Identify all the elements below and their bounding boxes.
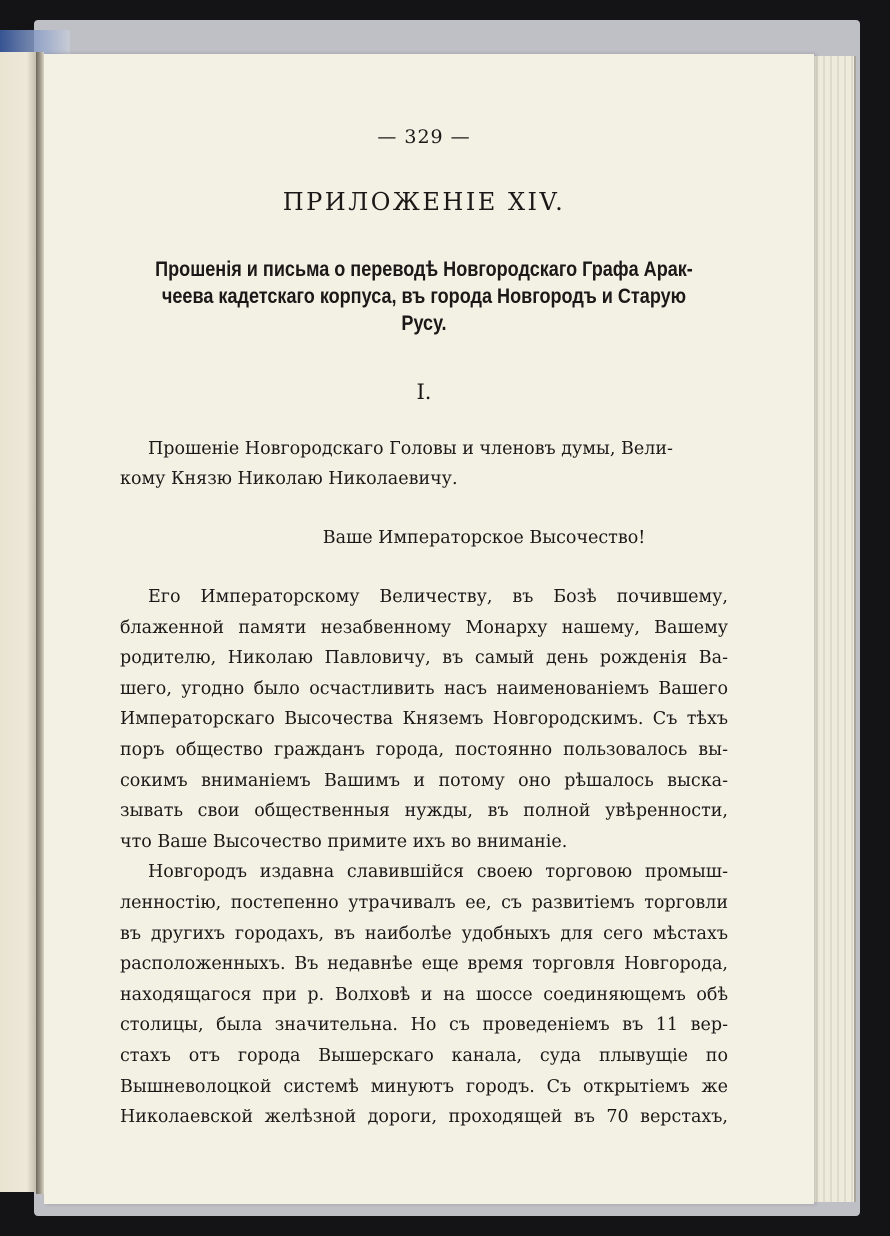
body-line: сокимъ вниманіемъ Вашимъ и потому оно рѣшалось выска- (120, 770, 728, 791)
section-number: I. (416, 380, 432, 404)
body-line: Новгородъ издавна славившійся своею торговою промыш- (148, 862, 728, 883)
heading-line: Прошенія и письма о переводѣ Новгородскаго Графа Арак- (155, 258, 693, 281)
body-line: родителю, Николаю Павловичу, въ самый день рожденія Ва- (120, 648, 728, 669)
body-line: Николаевской желѣзной дороги, проходящей въ 70 верстахъ, (120, 1107, 728, 1128)
body-line: зывать свои общественныя нужды, въ полной увѣренности, (120, 801, 728, 822)
body-line: поръ общество гражданъ города, постоянно пользовалось вы- (120, 739, 728, 760)
body-line: столицы, была значительна. Но съ проведеніемъ въ 11 вер- (120, 1015, 728, 1036)
salutation: Ваше Императорское Высочество! (322, 528, 646, 548)
section-subtitle (120, 434, 728, 494)
heading-line: Русу. (401, 312, 447, 335)
left-page-edge (0, 52, 38, 1192)
body-line: стахъ отъ города Вышерскаго канала, суда плывущіе по (120, 1045, 728, 1066)
book-gutter (36, 52, 44, 1194)
body-line: Вышневолоцкой системѣ минуютъ городъ. Съ открытіемъ же (120, 1076, 728, 1097)
body-line: Императорскаго Высочества Княземъ Новгородскимъ. Съ тѣхъ (120, 709, 728, 730)
heading-line: чеева кадетскаго корпуса, въ города Новгородъ и Старую (161, 285, 687, 308)
body-line: шего, угодно было осчастливить насъ наименованіемъ Вашего (120, 678, 728, 699)
body-line: блаженной памяти незабвенному Монарху нашему, Вашему (120, 617, 728, 638)
body-line: ленностію, постепенно утрачивалъ ее, съ развитіемъ торговли (120, 892, 728, 913)
body-line: расположенныхъ. Въ недавнѣе еще время торговля Новгорода, (120, 954, 728, 975)
page-content (120, 54, 728, 1154)
page-number: — 329 — (377, 126, 471, 148)
body-line: что Ваше Высочество примите ихъ во вниманіе. (120, 831, 568, 852)
subtitle-line: кому Князю Николаю Николаевичу. (120, 469, 458, 489)
appendix-title: ПРИЛОЖЕНІЕ XIV. (282, 188, 566, 216)
book-page (44, 54, 814, 1204)
body-text (120, 582, 728, 1133)
document-heading (123, 256, 725, 337)
body-line: въ другихъ городахъ, въ наиболѣе удобныхъ для сего мѣстахъ (120, 923, 728, 944)
body-line: находящагося при р. Волховѣ и на шоссе соединяющемъ обѣ (120, 984, 728, 1005)
subtitle-line: Прошеніе Новгородскаго Головы и членовъ думы, Вели- (148, 439, 673, 459)
body-line: Его Императорскому Величеству, въ Бозѣ почившему, (148, 587, 728, 607)
